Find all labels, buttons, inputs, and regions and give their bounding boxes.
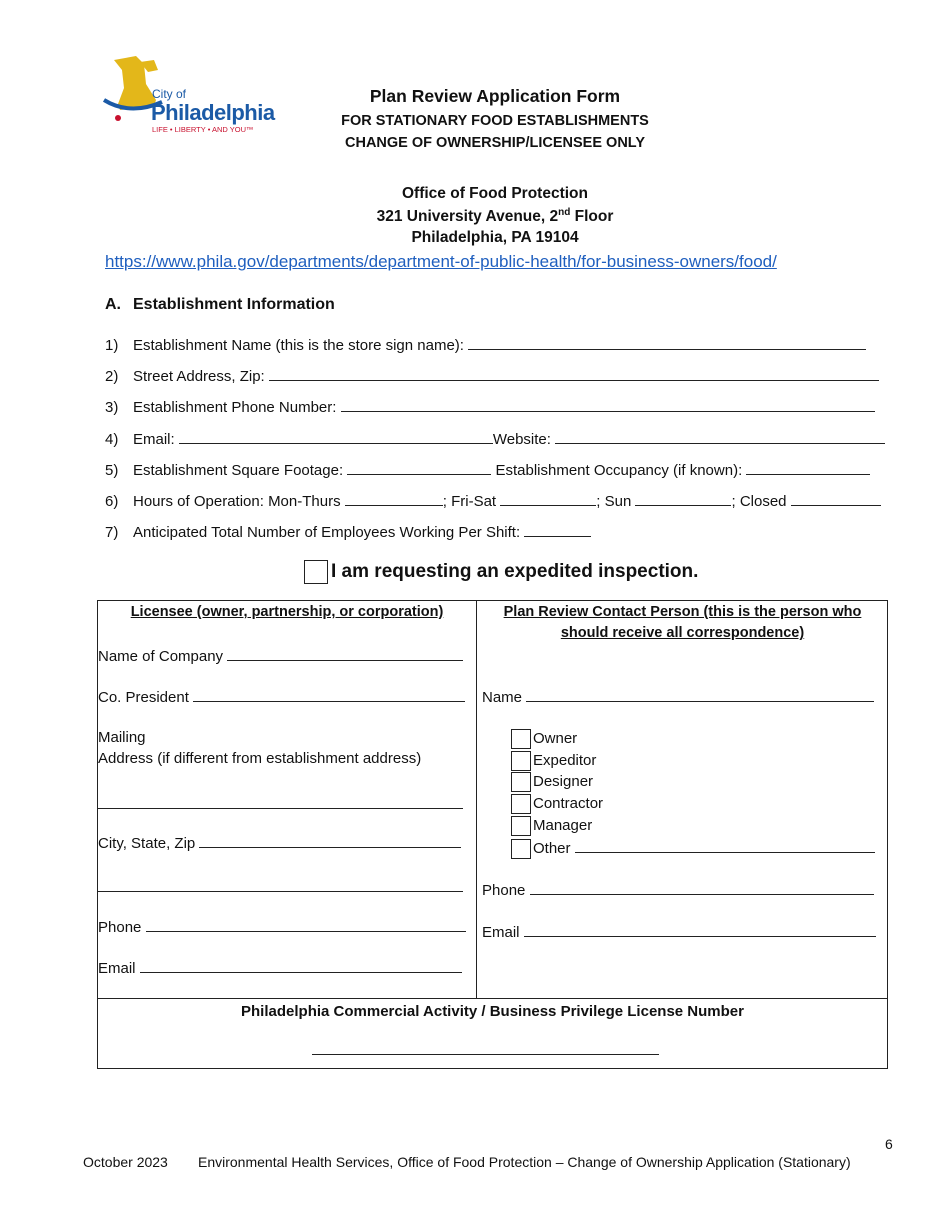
section-a-heading: A. Establishment Information	[105, 296, 335, 313]
owner-checkbox[interactable]	[511, 729, 531, 749]
mailing-address-label: Address (if different from establishment address)	[98, 750, 422, 767]
field-email-website[interactable]: 4) Email: Website:	[105, 429, 885, 449]
form-subtitle-2: CHANGE OF OWNERSHIP/LICENSEE ONLY	[345, 135, 645, 151]
form-subtitle-1: FOR STATIONARY FOOD ESTABLISHMENTS	[341, 113, 649, 129]
field-licensee-email[interactable]: Email	[98, 958, 462, 977]
field-establishment-name[interactable]: 1) Establishment Name (this is the store sign name):	[105, 335, 866, 355]
field-square-footage-occupancy[interactable]: 5) Establishment Square Footage: Establishment Occupancy (if known):	[105, 460, 870, 480]
field-mailing-address[interactable]	[98, 794, 463, 809]
form-title: Plan Review Application Form	[369, 86, 621, 106]
field-establishment-phone[interactable]: 3) Establishment Phone Number:	[105, 397, 875, 417]
licensee-heading: Licensee (owner, partnership, or corporation)	[130, 604, 444, 620]
option-manager[interactable]: Manager	[511, 816, 592, 838]
field-company-name[interactable]: Name of Company	[98, 646, 463, 665]
field-street-address[interactable]: 2) Street Address, Zip:	[105, 366, 879, 386]
expedited-inspection	[304, 560, 698, 584]
table-divider	[97, 998, 888, 999]
mailing-label: Mailing	[98, 729, 146, 746]
footer-text: Environmental Health Services, Office of Food Protection – Change of Ownership Application (Stationary)	[198, 1154, 851, 1170]
field-hours-of-operation[interactable]: 6) Hours of Operation: Mon-Thurs ; Fri-Sat ; Sun ; Closed	[105, 491, 881, 511]
field-address-line-2[interactable]	[98, 877, 463, 892]
option-designer[interactable]: Designer	[511, 772, 593, 794]
option-other[interactable]: Other	[511, 838, 875, 860]
table-divider	[476, 600, 477, 998]
field-contact-email[interactable]: Email	[482, 922, 876, 941]
contact-heading-2: should receive all correspondence)	[560, 625, 805, 641]
field-contact-phone[interactable]: Phone	[482, 880, 874, 899]
license-number-label: Philadelphia Commercial Activity / Business Privilege License Number	[241, 1003, 744, 1020]
office-name: Office of Food Protection	[402, 185, 588, 202]
contractor-checkbox[interactable]	[511, 794, 531, 814]
footer-date: October 2023	[83, 1154, 168, 1170]
contact-heading-1: Plan Review Contact Person (this is the person who	[503, 604, 862, 620]
office-website-link[interactable]: https://www.phila.gov/departments/department-of-public-health/for-business-owners/food/	[105, 252, 777, 271]
other-checkbox[interactable]	[511, 839, 531, 859]
logo-city-of: City of	[152, 87, 187, 101]
option-contractor[interactable]: Contractor	[511, 794, 603, 816]
option-expeditor[interactable]: Expeditor	[511, 751, 596, 773]
office-address: 321 University Avenue, 2nd Floor	[376, 207, 614, 226]
page-number: 6	[885, 1136, 893, 1152]
field-co-president[interactable]: Co. President	[98, 687, 465, 706]
city-logo	[100, 54, 295, 136]
office-city: Philadelphia, PA 19104	[411, 229, 579, 246]
logo-name: Philadelphia	[151, 100, 275, 125]
logo-tagline: LIFE • LIBERTY • AND YOU™	[152, 125, 254, 134]
designer-checkbox[interactable]	[511, 772, 531, 792]
field-city-state-zip[interactable]: City, State, Zip	[98, 833, 461, 852]
field-contact-name[interactable]: Name	[482, 687, 874, 706]
field-license-number[interactable]	[312, 1040, 659, 1055]
option-owner[interactable]: Owner	[511, 729, 577, 751]
field-licensee-phone[interactable]: Phone	[98, 917, 466, 936]
expeditor-checkbox[interactable]	[511, 751, 531, 771]
field-employees-per-shift[interactable]: 7) Anticipated Total Number of Employees Working Per Shift:	[105, 522, 591, 542]
expedited-label: I am requesting an expedited inspection.	[331, 561, 699, 583]
manager-checkbox[interactable]	[511, 816, 531, 836]
expedited-checkbox[interactable]	[304, 560, 328, 584]
